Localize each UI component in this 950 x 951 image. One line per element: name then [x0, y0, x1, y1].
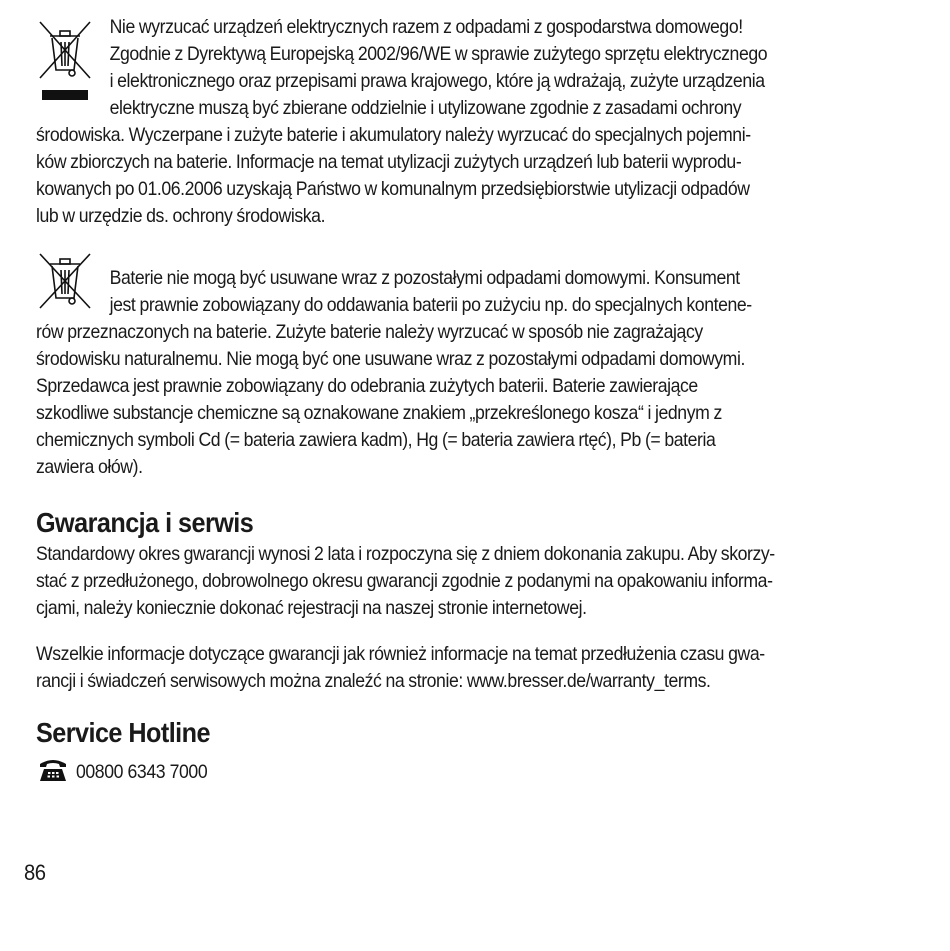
text-line: ków zbiorczych na baterie. Informacje na temat utylizacji zużytych urządzeń lub baterii wyprodu-	[36, 152, 742, 173]
hotline-phone-number: 00800 6343 7000	[76, 761, 208, 783]
text-line: Baterie nie mogą być usuwane wraz z pozostałymi odpadami domowymi. Konsument	[109, 268, 740, 289]
warranty-paragraph-2	[36, 641, 908, 695]
weee-paragraph	[36, 14, 908, 230]
text-line: szkodliwe substancje chemiczne są oznakowane znakiem „przekreślonego kosza“ i jednym z	[36, 403, 722, 424]
page-number: 86	[24, 860, 46, 885]
text-line: elektryczne muszą być zbierane oddzielnie i utylizowane zgodnie z zasadami ochrony	[109, 98, 742, 119]
text-line: rancji i świadczeń serwisowych można znaleźć na stronie: www.bresser.de/warranty_terms.	[36, 671, 711, 692]
hotline-heading: Service Hotline	[36, 717, 210, 748]
text-line: zawiera ołów).	[36, 457, 143, 478]
battery-paragraph	[36, 265, 908, 481]
text-line: Sprzedawca jest prawnie zobowiązany do odebrania zużytych baterii. Baterie zawierające	[36, 376, 698, 397]
hotline-row	[38, 757, 219, 788]
warranty-heading: Gwarancja i serwis	[36, 507, 254, 538]
text-line: chemicznych symboli Cd (= bateria zawiera kadm), Hg (= bateria zawiera rtęć), Pb (= bateria	[36, 430, 716, 451]
text-line: lub w urzędzie ds. ochrony środowiska.	[36, 206, 326, 227]
warranty-paragraph-1	[36, 541, 908, 622]
text-line: Standardowy okres gwarancji wynosi 2 lata i rozpoczyna się z dniem dokonania zakupu. Aby skorzy-	[36, 544, 775, 565]
text-line: Zgodnie z Dyrektywą Europejską 2002/96/WE w sprawie zużytego sprzętu elektrycznego	[109, 44, 768, 65]
text-line: stać z przedłużonego, dobrowolnego okresu gwarancji zgodnie z podanymi na opakowaniu informa-	[36, 571, 773, 592]
text-line: środowiska. Wyczerpane i zużyte baterie i akumulatory należy wyrzucać do specjalnych pojemni-	[36, 125, 751, 146]
text-line: rów przeznaczonych na baterie. Zużyte baterie należy wyrzucać w sposób nie zagrażający	[36, 322, 703, 343]
text-line: i elektronicznego oraz przepisami prawa krajowego, które ją wdrażają, zużyte urządzenia	[109, 71, 765, 92]
text-line: Nie wyrzucać urządzeń elektrycznych razem z odpadami z gospodarstwa domowego!	[109, 17, 743, 38]
text-line: kowanych po 01.06.2006 uzyskają Państwo w komunalnym przedsiębiorstwie utylizacji odpadów	[36, 179, 750, 200]
text-line: jest prawnie zobowiązany do oddawania baterii po zużyciu np. do specjalnych kontene-	[109, 295, 752, 316]
telephone-icon	[38, 757, 68, 788]
text-line: cjami, należy koniecznie dokonać rejestracji na naszej stronie internetowej.	[36, 598, 587, 619]
text-line: środowisku naturalnemu. Nie mogą być one usuwane wraz z pozostałymi odpadami domowymi.	[36, 349, 745, 370]
text-line: Wszelkie informacje dotyczące gwarancji jak również informacje na temat przedłużenia czasu gwa-	[36, 644, 765, 665]
